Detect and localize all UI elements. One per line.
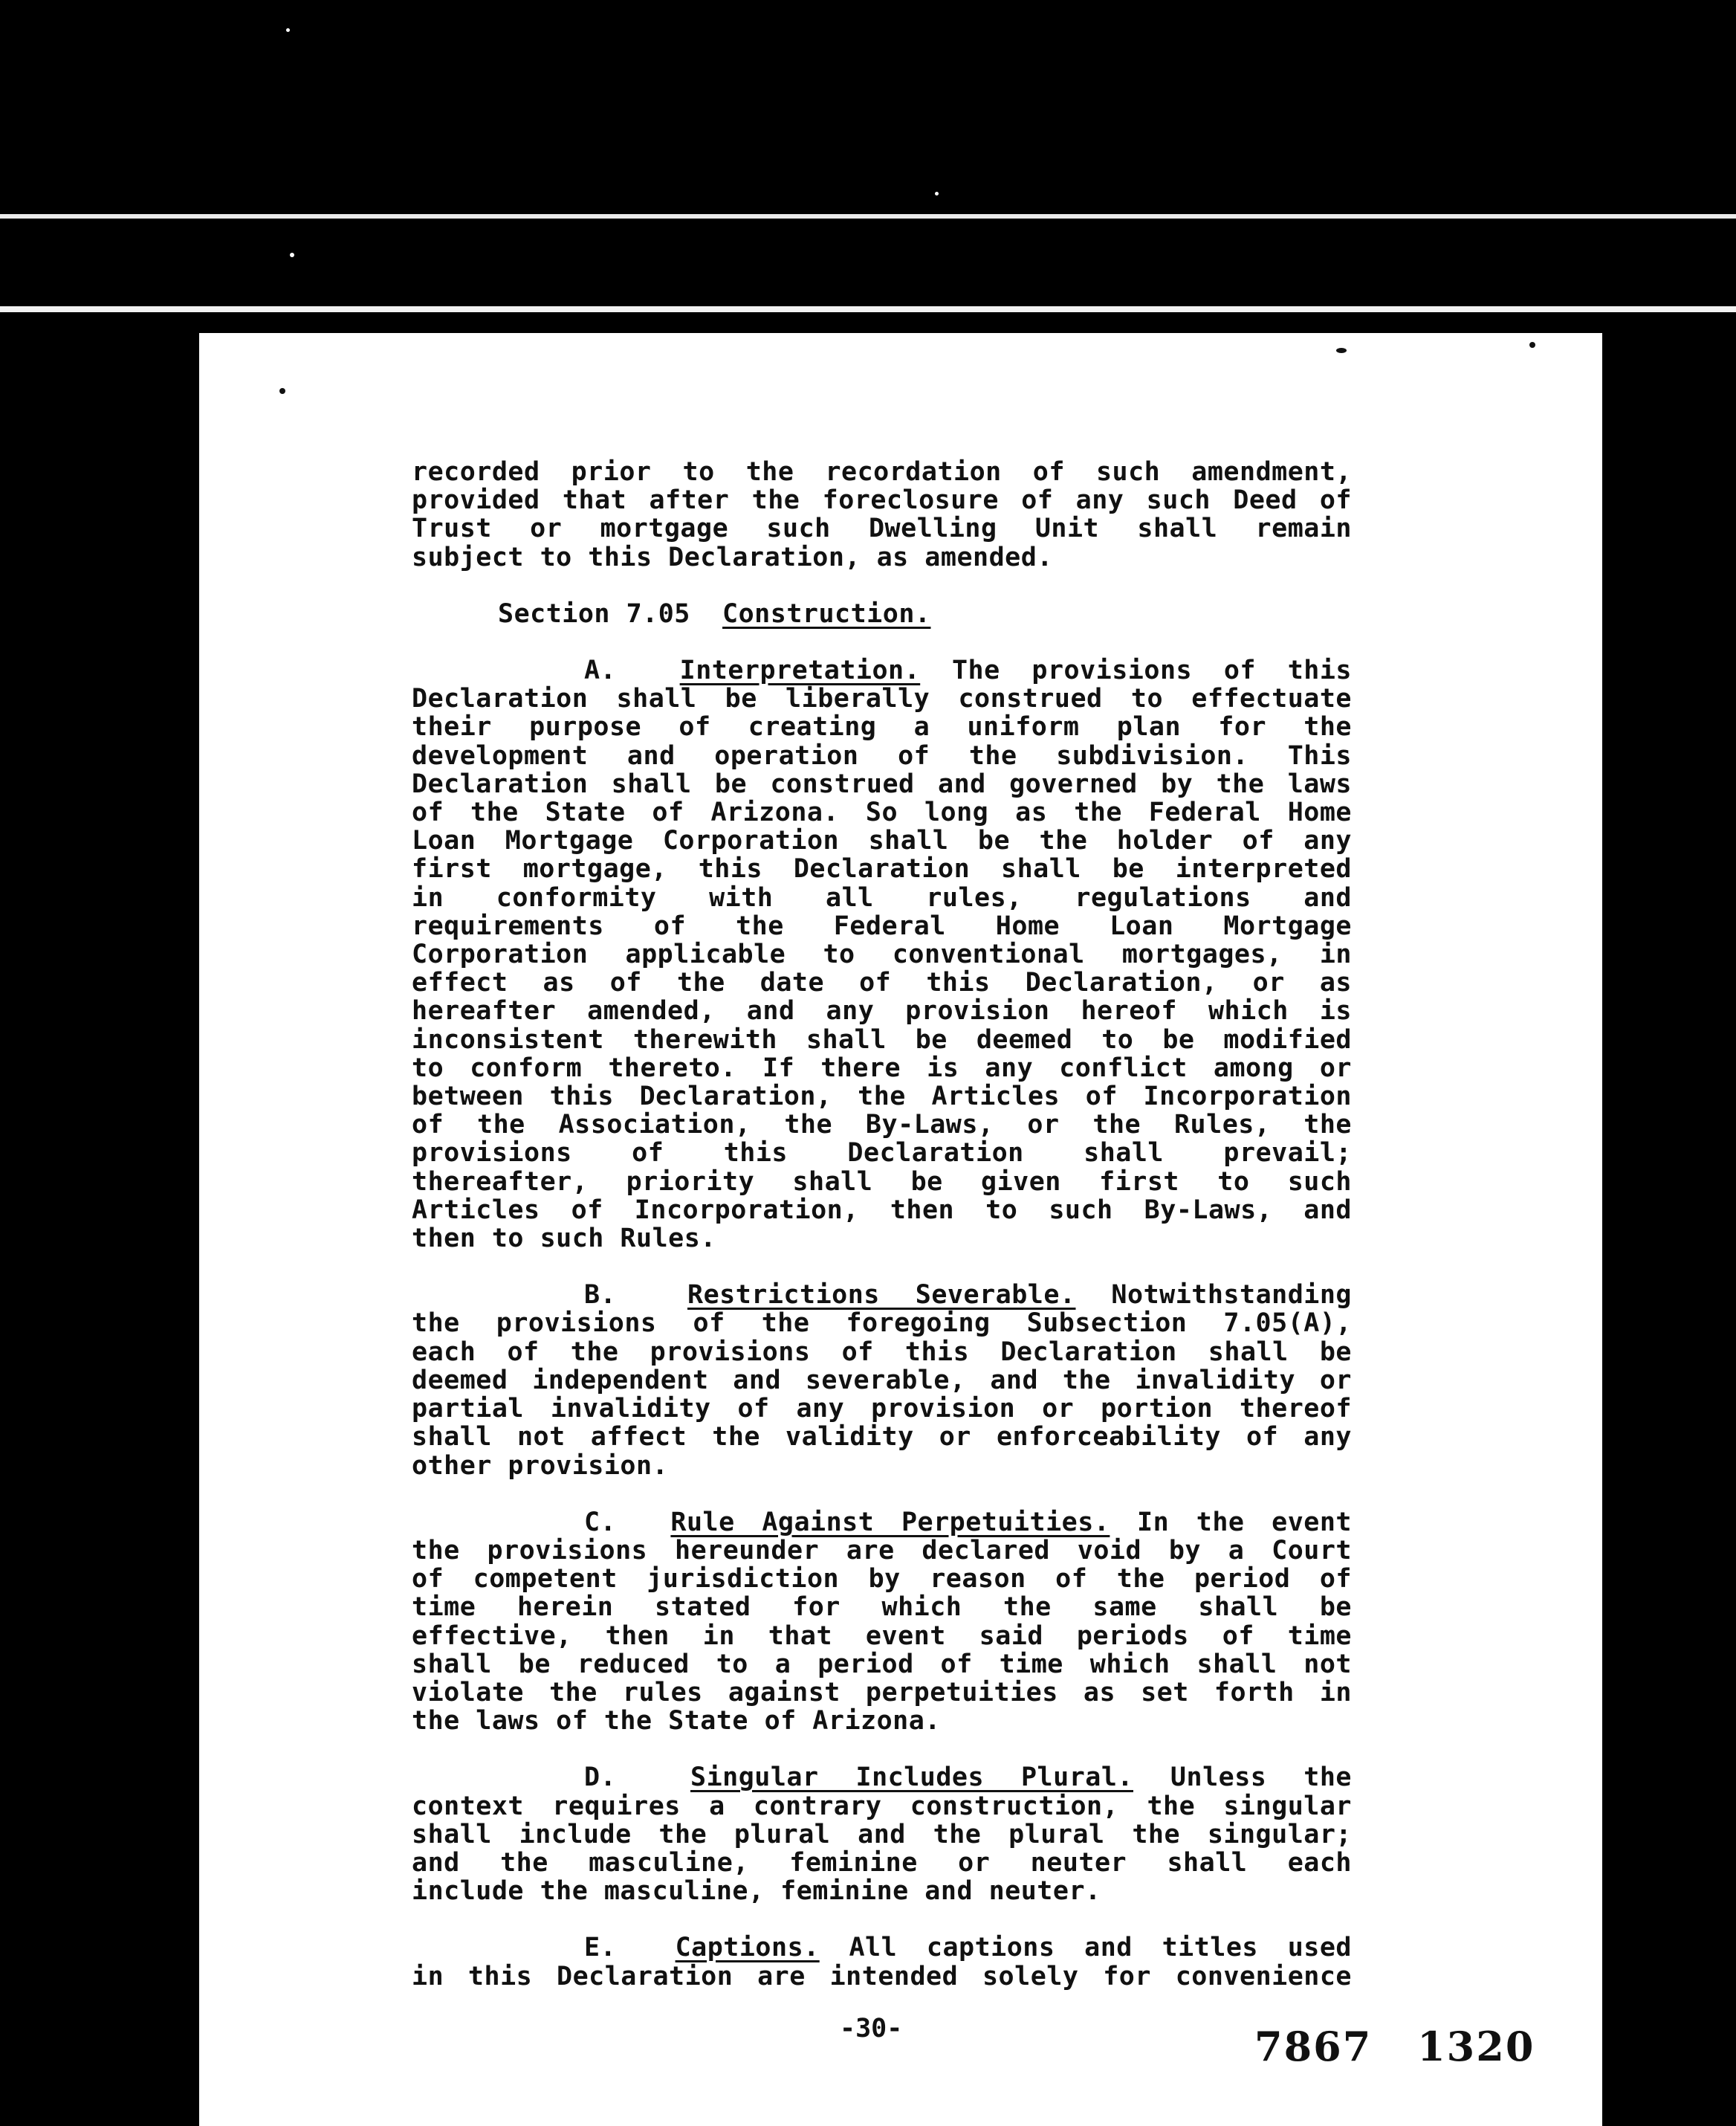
subsection-title: Interpretation. xyxy=(679,656,921,686)
scan-speck xyxy=(279,388,285,394)
body-line: their purpose of creating a uniform plan for the xyxy=(412,712,1352,743)
subsection-first-line: Unless the xyxy=(1170,1762,1352,1793)
subsection-first-line: All captions and titles used xyxy=(849,1933,1352,1963)
body-line: the provisions hereunder are declared void by a Court xyxy=(412,1535,1352,1566)
docket-page: 1320 xyxy=(1417,2023,1535,2070)
subsection-letter: C. xyxy=(584,1507,617,1537)
body-line: then to such Rules. xyxy=(412,1224,716,1254)
subsection-letter: B. xyxy=(584,1280,617,1311)
subsection-title: Singular Includes Plural. xyxy=(690,1762,1133,1793)
body-line: in conformity with all rules, regulations and xyxy=(412,882,1352,913)
subsection-first-line: In the event xyxy=(1137,1507,1352,1537)
scan-speck xyxy=(286,28,290,32)
body-line: Corporation applicable to conventional mortgages, in xyxy=(412,940,1352,970)
document-body xyxy=(412,458,1352,1991)
subsection-c-heading xyxy=(412,1508,1352,1537)
body-line: other provision. xyxy=(412,1450,669,1481)
scan-speck xyxy=(1336,348,1347,353)
scan-speck xyxy=(1529,342,1535,348)
body-line: of competent jurisdiction by reason of the period of xyxy=(412,1564,1352,1594)
body-line: requirements of the Federal Home Loan Mortgage xyxy=(412,911,1352,941)
section-number: Section 7.05 xyxy=(498,598,690,629)
section-title: Construction. xyxy=(722,598,931,629)
scan-speck xyxy=(290,253,294,257)
body-line: include the masculine, feminine and neuter. xyxy=(412,1876,1101,1907)
body-line: Declaration shall be construed and governed by the laws xyxy=(412,769,1352,799)
subsection-letter: D. xyxy=(584,1762,617,1793)
scan-edge-line xyxy=(0,306,1736,312)
body-line: subject to this Declaration, as amended. xyxy=(412,542,1053,572)
body-line: shall not affect the validity or enforceability of any xyxy=(412,1422,1352,1453)
body-line: context requires a contrary construction, the singular xyxy=(412,1791,1352,1821)
body-line: Trust or mortgage such Dwelling Unit shall remain xyxy=(412,514,1352,544)
body-line: the provisions of the foregoing Subsection 7.05(A), xyxy=(412,1308,1352,1339)
body-line: shall include the plural and the plural the singular; xyxy=(412,1819,1352,1849)
subsection-d-heading xyxy=(412,1763,1352,1791)
body-line: between this Declaration, the Articles of Incorporation xyxy=(412,1082,1352,1112)
body-line: effect as of the date of this Declaration, or as xyxy=(412,968,1352,998)
subsection-first-line: Notwithstanding xyxy=(1111,1280,1352,1311)
body-line: shall be reduced to a period of time which shall not xyxy=(412,1649,1352,1679)
body-line: development and operation of the subdivision. This xyxy=(412,740,1352,771)
subsection-title: Rule Against Perpetuities. xyxy=(670,1507,1110,1537)
scan-speck xyxy=(935,192,939,196)
body-line: deemed independent and severable, and the invalidity or xyxy=(412,1365,1352,1395)
subsection-a-heading xyxy=(412,656,1352,685)
subsection-b-heading xyxy=(412,1281,1352,1309)
body-line: first mortgage, this Declaration shall be interpreted xyxy=(412,854,1352,885)
subsection-title: Captions. xyxy=(675,1933,820,1963)
body-line: thereafter, priority shall be given first to such xyxy=(412,1166,1352,1197)
subsection-title: Restrictions Severable. xyxy=(687,1280,1076,1311)
body-line: and the masculine, feminine or neuter shall each xyxy=(412,1847,1352,1878)
subsection-letter: E. xyxy=(584,1933,617,1963)
body-line: the laws of the State of Arizona. xyxy=(412,1706,941,1736)
docket-number: 7867 xyxy=(1254,2023,1373,2070)
body-line: Loan Mortgage Corporation shall be the holder of any xyxy=(412,826,1352,856)
body-line: inconsistent therewith shall be deemed to be modified xyxy=(412,1024,1352,1055)
subsection-e-heading xyxy=(412,1933,1352,1962)
section-heading xyxy=(412,600,1352,628)
body-line: each of the provisions of this Declaration shall be xyxy=(412,1337,1352,1367)
document-page xyxy=(199,333,1602,2126)
body-line: effective, then in that event said periods of time xyxy=(412,1621,1352,1651)
body-line: of the State of Arizona. So long as the Federal Home xyxy=(412,798,1352,828)
body-line: hereafter amended, and any provision hereof which is xyxy=(412,996,1352,1027)
body-line: violate the rules against perpetuities as set forth in xyxy=(412,1677,1352,1707)
scan-edge-line xyxy=(0,214,1736,219)
body-line: provided that after the foreclosure of any such Deed of xyxy=(412,485,1352,516)
body-line: time herein stated for which the same shall be xyxy=(412,1592,1352,1623)
body-line: Declaration shall be liberally construed to effectuate xyxy=(412,684,1352,714)
body-line: provisions of this Declaration shall prevail; xyxy=(412,1138,1352,1169)
body-line: Articles of Incorporation, then to such By-Laws, and xyxy=(412,1195,1352,1225)
body-line: partial invalidity of any provision or portion thereof xyxy=(412,1394,1352,1424)
body-line: recorded prior to the recordation of such amendment, xyxy=(412,457,1352,487)
body-line: to conform thereto. If there is any conflict among or xyxy=(412,1053,1352,1083)
subsection-first-line: The provisions of this xyxy=(951,656,1352,686)
body-line: in this Declaration are intended solely for convenience xyxy=(412,1961,1352,1991)
docket-stamp xyxy=(1254,2023,1535,2070)
subsection-letter: A. xyxy=(584,656,617,686)
body-line: of the Association, the By-Laws, or the Rules, the xyxy=(412,1110,1352,1140)
page-number: -30- xyxy=(840,2014,903,2043)
